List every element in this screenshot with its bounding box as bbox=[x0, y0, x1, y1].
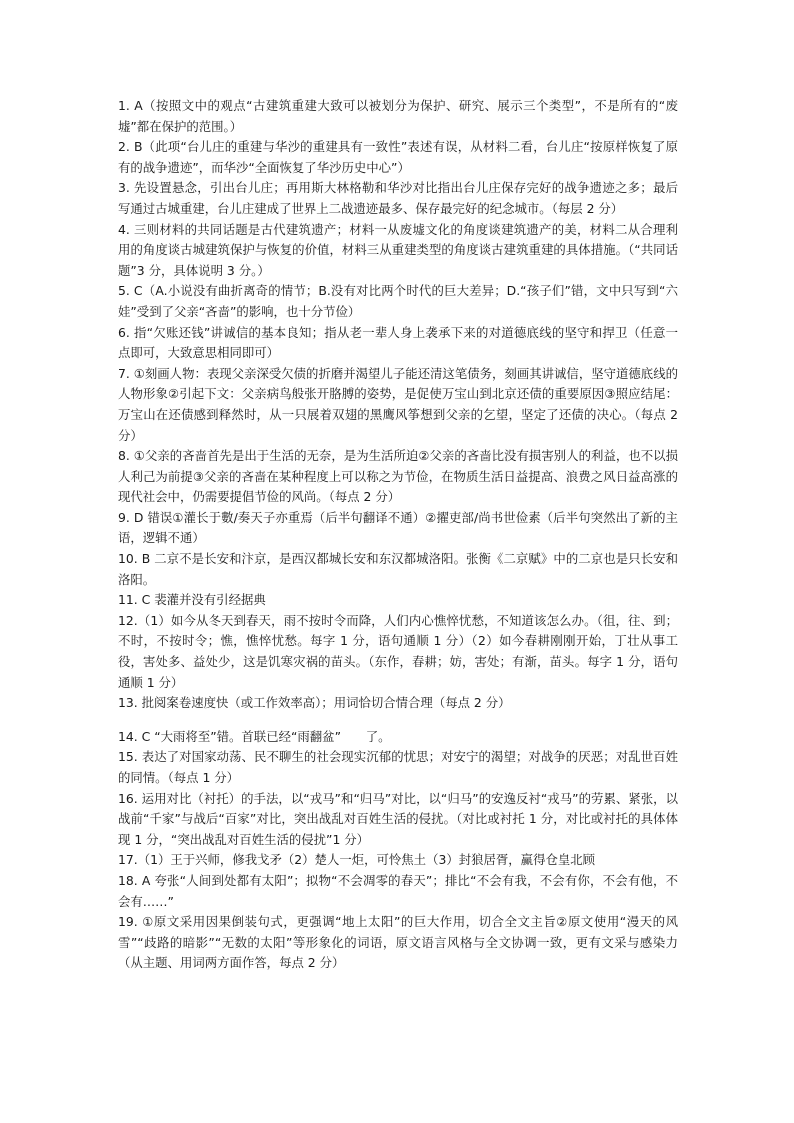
answer-7: 7. ①刻画人物：表现父亲深受欠债的折磨并渴望儿子能还清这笔债务，刻画其讲诚信，坚守道德底线的人物形象②引起下文：父亲病鸟般张开胳膊的姿势，是促使万宝山到北京还债的重要原因③照应结尾：万宝山在还债感到释然时，从一只展着双翅的黑鹰风筝想到父亲的乞望，坚定了还债的决心。（每点 2 分） bbox=[118, 365, 678, 443]
answer-16: 16. 运用对比（衬托）的手法，以“戎马”和“归马”对比，以“归马”的安逸反衬“戎马”的劳累、紧张，以战前“千家”与战后“百家”对比，突出战乱对百姓生活的侵扰。（对比或衬托 1 分，对比或衬托的具体体现 1 分，“突出战乱对百姓生活的侵扰”1 分） bbox=[118, 790, 678, 847]
answer-17: 17.（1）王于兴师，修我戈矛（2）楚人一炬，可怜焦土（3）封狼居胥，赢得仓皇北顾 bbox=[118, 852, 596, 868]
answer-14: 14. C “大雨将至”错。首联已经“雨翻盆” 了。 bbox=[118, 728, 391, 744]
answer-2: 2. B（此项“台儿庄的重建与华沙的重建具有一致性”表述有误，从材料二看，台儿庄“按原样恢复了原有的战争遗迹”，而华沙“全面恢复了华沙历史中心”） bbox=[118, 139, 678, 175]
answer-11: 11. C 裴灌并没有引经据典 bbox=[118, 592, 266, 608]
answer-list bbox=[118, 96, 678, 974]
answer-9: 9. D 错误①灌长于數/奏天子亦重焉（后半句翻译不通）②擢吏部/尚书世俭素（后半句突然出了新的主语，逻辑不通） bbox=[118, 509, 678, 546]
answer-15: 15. 表达了对国家动荡、民不聊生的社会现实沉郁的忧思；对安宁的渴望；对战争的厌恶；对乱世百姓的同情。（每点 1 分） bbox=[118, 749, 678, 785]
answer-12: 12.（1）如今从冬天到春天，雨不按时令而降，人们内心憔悴忧愁，不知道该怎么办。（徂，往、到；不时，不按时令；憔，憔悴忧愁。每字 1 分，语句通顺 1 分）（2）如今春耕刚刚开始，丁壮从事工役，害处多、益处少，这是饥寒灾祸的苗头。（东作，春耕；妨，害处；有渐，苗头。每字 1 分，语句通顺 1 分） bbox=[118, 612, 678, 690]
answer-19: 19. ①原文采用因果倒装句式，更强调“地上太阳”的巨大作用，切合全文主旨②原文使用“漫天的风雪”“歧路的暗影”“无数的太阳”等形象化的词语，原文语言风格与全文协调一致，更有文采与感染力（从主题、用词两方面作答，每点 2 分） bbox=[118, 914, 678, 971]
answer-13: 13. 批阅案卷速度快（或工作效率高）；用词恰切合情合理（每点 2 分） bbox=[118, 695, 511, 711]
answer-6: 6. 指“欠账还钱”讲诚信的基本良知；指从老一辈人身上袭承下来的对道德底线的坚守和捍卫（任意一点即可，大致意思相同即可） bbox=[118, 324, 678, 361]
answer-10: 10. B 二京不是长安和汴京，是西汉都城长安和东汉都城洛阳。张衡《二京赋》中的二京也是只长安和洛阳。 bbox=[118, 551, 678, 587]
answer-3: 3. 先设置悬念，引出台儿庄；再用斯大林格勒和华沙对比指出台儿庄保存完好的战争遗迹之多；最后写通过古城重建，台儿庄建成了世界上二战遗迹最多、保存最完好的纪念城市。（每层 2 分） bbox=[118, 180, 678, 216]
answer-4: 4. 三则材料的共同话题是古代建筑遗产；材料一从废墟文化的角度谈建筑遗产的美，材料二从合理利用的角度谈古城建筑保护与恢复的价值，材料三从重建类型的角度谈古建筑重建的具体措施。（“共同话题”3 分，具体说明 3 分。） bbox=[118, 221, 678, 278]
answer-8: 8. ①父亲的吝啬首先是出于生活的无奈，是为生活所迫②父亲的吝啬比没有损害别人的利益，也不以损人利己为前提③父亲的吝啬在某种程度上可以称之为节俭，在物质生活日益提高、浪费之风日益高涨的现代社会中，仍需要提倡节俭的风尚。（每点 2 分） bbox=[118, 448, 678, 505]
answer-5: 5. C（A.小说没有曲折离奇的情节；B.没有对比两个时代的巨大差异；D.“孩子们”错，文中只写到“六娃”受到了父亲“吝啬”的影响，也十分节俭） bbox=[118, 283, 678, 319]
section-gap bbox=[118, 714, 678, 727]
answer-18: 18. A 夸张“人间到处都有太阳”；拟物“不会凋零的春天”；排比“不会有我，不会有你，不会有他，不会有……” bbox=[118, 872, 678, 909]
answer-1: 1. A（按照文中的观点“古建筑重建大致可以被划分为保护、研究、展示三个类型”，不是所有的“废墟”都在保护的范围。） bbox=[118, 98, 678, 134]
